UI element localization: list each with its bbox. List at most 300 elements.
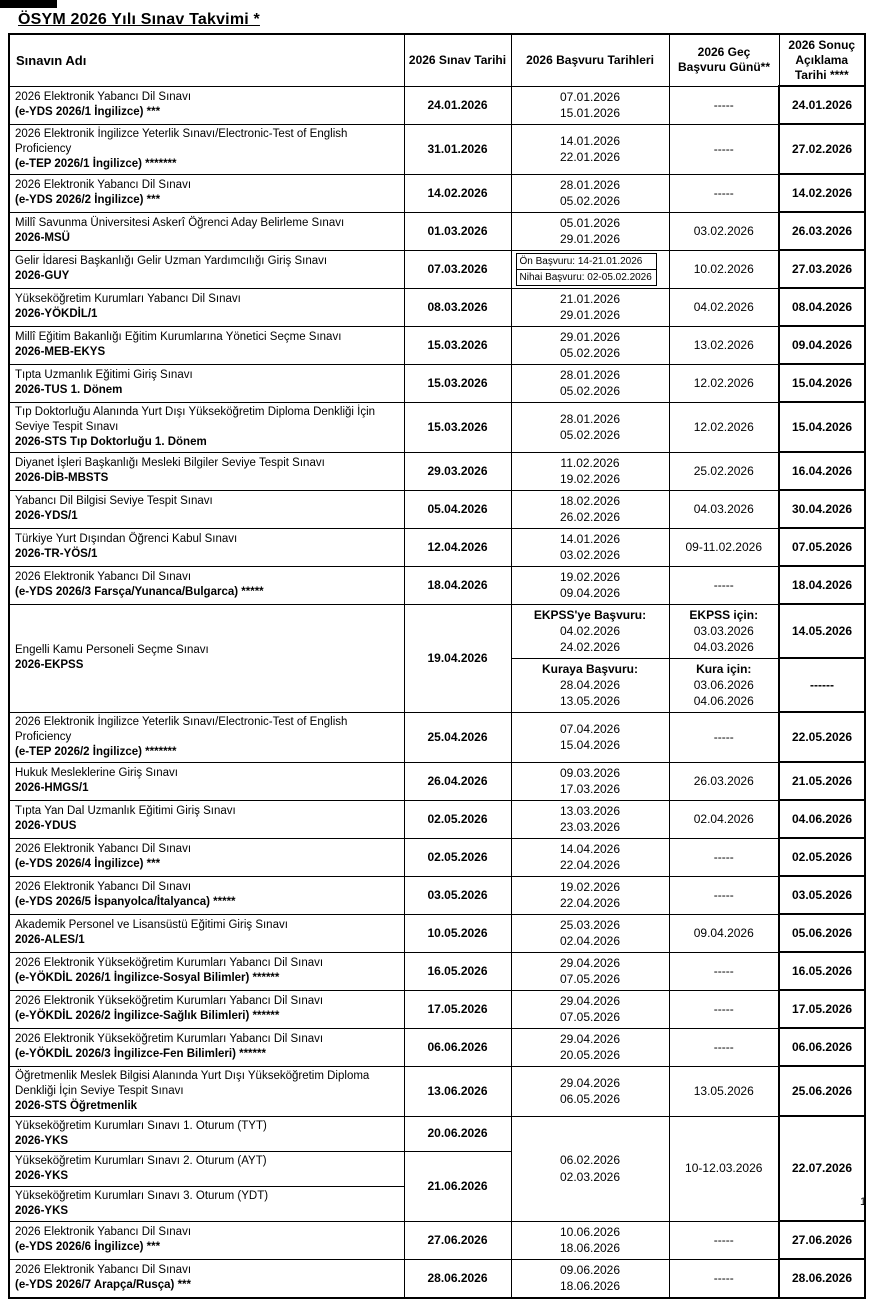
exam-date-cell: 05.04.2026 [404, 490, 511, 528]
date-line: 15.01.2026 [559, 106, 621, 120]
table-row [9, 712, 865, 762]
exam-name-cell [9, 452, 404, 490]
date-line: 06.02.2026 [559, 1153, 621, 1167]
late-application-cell: 03.02.2026 [669, 212, 779, 250]
exam-name-line: 2026-STS Öğretmenlik [15, 1099, 138, 1112]
application-dates-cell [511, 528, 669, 566]
date-line: 29.04.2026 [559, 1031, 621, 1046]
result-date-cell: 21.05.2026 [779, 762, 865, 800]
result-date-cell: 27.02.2026 [779, 124, 865, 174]
date-line: 03.03.2026 [693, 623, 754, 638]
exam-name-cell [9, 1151, 404, 1186]
exam-name-line: (e-TEP 2026/1 İngilizce) ******* [15, 157, 177, 170]
exam-name-line: (e-YDS 2026/3 Farsça/Yunanca/Bulgarca) ***** [15, 586, 264, 598]
result-date-cell: 22.05.2026 [779, 712, 865, 762]
date-line: 18.02.2026 [559, 493, 621, 508]
date-line: 21.01.2026 [559, 291, 621, 306]
late-application-cell: ----- [669, 876, 779, 914]
result-date-cell: 24.01.2026 [779, 86, 865, 124]
date-line: 18.06.2026 [559, 1279, 621, 1293]
exam-name-line: Yükseköğretim Kurumları Sınavı 1. Oturum (TYT) [15, 1119, 267, 1132]
exam-name-cell [9, 800, 404, 838]
late-application-cell: 13.05.2026 [669, 1066, 779, 1116]
exam-name-cell [9, 566, 404, 604]
date-line: 07.04.2026 [559, 721, 621, 736]
exam-name-line: 2026-MEB-EKYS [15, 346, 106, 358]
exam-calendar-table [8, 33, 866, 1299]
exam-name-line: (e-YDS 2026/2 İngilizce) *** [15, 194, 161, 206]
exam-name-cell [9, 174, 404, 212]
section-label: Kura için: [696, 661, 752, 676]
exam-name-cell [9, 212, 404, 250]
late-application-cell: ----- [669, 990, 779, 1028]
result-date-cell: 02.05.2026 [779, 838, 865, 876]
date-line: 17.03.2026 [559, 782, 621, 796]
exam-name-line: Yabancı Dil Bilgisi Seviye Tespit Sınavı [15, 495, 213, 507]
exam-name-line: Diyanet İşleri Başkanlığı Mesleki Bilgiler Seviye Tespit Sınavı [15, 457, 325, 469]
exam-name-line: (e-TEP 2026/2 İngilizce) ******* [15, 745, 177, 758]
exam-date-cell: 16.05.2026 [404, 952, 511, 990]
exam-name-line: Engelli Kamu Personeli Seçme Sınavı [15, 644, 209, 656]
application-dates-cell [511, 452, 669, 490]
date-line: 07.01.2026 [559, 89, 621, 104]
date-line: 29.01.2026 [559, 329, 621, 344]
table-row [9, 1221, 865, 1259]
result-date-cell: 28.06.2026 [779, 1259, 865, 1298]
exam-date-cell: 24.01.2026 [404, 86, 511, 124]
exam-name-cell [9, 838, 404, 876]
result-date-cell: 06.06.2026 [779, 1028, 865, 1066]
exam-name-line: 2026 Elektronik Yabancı Dil Sınavı [15, 179, 192, 191]
exam-date-cell: 29.03.2026 [404, 452, 511, 490]
exam-name-line: 2026 Elektronik Yabancı Dil Sınavı [15, 843, 192, 855]
date-line: 11.02.2026 [560, 455, 620, 470]
date-line: 19.02.2026 [559, 879, 621, 894]
result-date-cell: 07.05.2026 [779, 528, 865, 566]
exam-name-cell [9, 876, 404, 914]
date-line: 23.03.2026 [559, 820, 621, 834]
exam-name-line: 2026-EKPSS [15, 659, 84, 671]
exam-name-line: 2026-YKS [15, 1134, 69, 1147]
exam-name-line: (e-YDS 2026/5 İspanyolca/İtalyanca) ***** [15, 896, 236, 908]
application-dates-cell [511, 712, 669, 762]
date-line: 26.02.2026 [559, 510, 621, 524]
exam-name-line: 2026-MSÜ [15, 232, 70, 244]
exam-date-cell: 15.03.2026 [404, 364, 511, 402]
date-line: 22.04.2026 [559, 896, 621, 910]
exam-name-line: 2026 Elektronik İngilizce Yeterlik Sınavı/Electronic-Test of English Proficiency [15, 715, 348, 743]
table-row [9, 1028, 865, 1066]
table-body [9, 86, 865, 1298]
date-line: 29.04.2026 [559, 955, 621, 970]
date-line: 28.04.2026 [559, 677, 621, 692]
exam-name-line: Yükseköğretim Kurumları Sınavı 2. Oturum (AYT) [15, 1154, 267, 1167]
section-label: EKPSS'ye Başvuru: [533, 607, 647, 622]
late-application-cell: 13.02.2026 [669, 326, 779, 364]
late-application-cell: 26.03.2026 [669, 762, 779, 800]
date-line: 29.04.2026 [559, 1075, 621, 1090]
application-dates-cell [511, 124, 669, 174]
result-date-cell: 26.03.2026 [779, 212, 865, 250]
exam-name-cell [9, 124, 404, 174]
exam-name-cell [9, 1186, 404, 1221]
exam-name-cell [9, 1221, 404, 1259]
exam-date-cell: 19.04.2026 [404, 604, 511, 712]
table-row [9, 490, 865, 528]
exam-name-cell [9, 712, 404, 762]
date-line: 03.06.2026 [693, 677, 754, 692]
exam-date-cell: 10.05.2026 [404, 914, 511, 952]
exam-date-cell: 06.06.2026 [404, 1028, 511, 1066]
late-application-cell [669, 604, 779, 658]
late-application-cell: ----- [669, 124, 779, 174]
header-application-dates: 2026 Başvuru Tarihleri [511, 34, 669, 86]
date-line: 05.02.2026 [559, 428, 621, 442]
result-date-cell: 27.06.2026 [779, 1221, 865, 1259]
exam-name-line: Millî Savunma Üniversitesi Askerî Öğrenci Aday Belirleme Sınavı [15, 217, 345, 229]
exam-name-line: Tıp Doktorluğu Alanında Yurt Dışı Yükseköğretim Diploma Denkliği İçin Seviye Tespit Sınavı [15, 405, 376, 433]
exam-name-line: 2026 Elektronik Yükseköğretim Kurumları Yabancı Dil Sınavı [15, 995, 324, 1007]
exam-name-cell [9, 528, 404, 566]
application-dates-cell [511, 1028, 669, 1066]
application-dates-cell [511, 402, 669, 452]
application-dates-cell [511, 1259, 669, 1298]
table-row [9, 1116, 865, 1151]
date-line: 05.01.2026 [559, 215, 621, 230]
exam-date-cell: 03.05.2026 [404, 876, 511, 914]
exam-name-cell [9, 1028, 404, 1066]
table-header [9, 34, 865, 86]
exam-name-line: 2026 Elektronik Yabancı Dil Sınavı [15, 571, 192, 583]
result-date-cell: 22.07.2026 [779, 1116, 865, 1221]
application-dates-cell [511, 326, 669, 364]
date-line: 14.01.2026 [559, 133, 621, 148]
date-line: 19.02.2026 [559, 569, 621, 584]
date-line: 14.04.2026 [559, 841, 621, 856]
exam-date-cell: 15.03.2026 [404, 326, 511, 364]
date-line: 15.04.2026 [559, 738, 621, 752]
result-date-cell: 27.03.2026 [779, 250, 865, 288]
table-row [9, 1066, 865, 1116]
exam-name-line: 2026 Elektronik Yabancı Dil Sınavı [15, 1226, 192, 1238]
table-row [9, 86, 865, 124]
table-row [9, 838, 865, 876]
exam-name-line: 2026-GUY [15, 270, 70, 282]
date-line: 05.02.2026 [559, 384, 621, 398]
exam-date-cell: 28.06.2026 [404, 1259, 511, 1298]
exam-date-cell: 26.04.2026 [404, 762, 511, 800]
late-application-cell: ----- [669, 1259, 779, 1298]
exam-name-line: 2026-DİB-MBSTS [15, 472, 109, 484]
result-date-cell: ------ [779, 658, 865, 712]
table-row [9, 876, 865, 914]
exam-name-cell [9, 1066, 404, 1116]
exam-name-line: Yükseköğretim Kurumları Sınavı 3. Oturum (YDT) [15, 1189, 269, 1202]
exam-name-line: 2026 Elektronik İngilizce Yeterlik Sınavı/Electronic-Test of English Proficiency [15, 127, 348, 155]
exam-name-line: 2026-ALES/1 [15, 934, 85, 946]
exam-name-line: (e-YÖKDİL 2026/1 İngilizce-Sosyal Bilimler) ****** [15, 972, 280, 984]
date-line: 19.02.2026 [559, 472, 621, 486]
table-row [9, 364, 865, 402]
exam-name-cell [9, 762, 404, 800]
header-result-date: 2026 Sonuç Açıklama Tarihi **** [779, 34, 865, 86]
late-application-cell: 02.04.2026 [669, 800, 779, 838]
date-line: 28.01.2026 [559, 367, 621, 382]
date-line: 28.01.2026 [559, 177, 621, 192]
date-line: 09.03.2026 [559, 765, 621, 780]
result-date-cell: 09.04.2026 [779, 326, 865, 364]
date-line: 29.01.2026 [559, 232, 621, 246]
late-application-cell [669, 658, 779, 712]
exam-date-cell: 17.05.2026 [404, 990, 511, 1028]
exam-name-line: Tıpta Uzmanlık Eğitimi Giriş Sınavı [15, 369, 193, 381]
section-label: EKPSS için: [689, 607, 759, 622]
table-row [9, 762, 865, 800]
header-exam-date: 2026 Sınav Tarihi [404, 34, 511, 86]
exam-name-cell [9, 990, 404, 1028]
result-date-cell: 30.04.2026 [779, 490, 865, 528]
result-date-cell: 25.06.2026 [779, 1066, 865, 1116]
late-application-cell: ----- [669, 838, 779, 876]
date-line: 29.04.2026 [559, 993, 621, 1008]
exam-name-line: 2026-YDUS [15, 820, 77, 832]
application-dates-cell [511, 212, 669, 250]
application-dates-cell [511, 1221, 669, 1259]
exam-name-cell [9, 490, 404, 528]
exam-name-line: Hukuk Mesleklerine Giriş Sınavı [15, 767, 178, 779]
exam-name-cell [9, 914, 404, 952]
exam-name-cell [9, 1116, 404, 1151]
date-line: 04.06.2026 [693, 694, 754, 708]
result-date-cell: 14.02.2026 [779, 174, 865, 212]
exam-date-cell: 02.05.2026 [404, 838, 511, 876]
exam-name-line: 2026-STS Tıp Doktorluğu 1. Dönem [15, 435, 207, 448]
application-dates-cell [511, 288, 669, 326]
application-dates-cell [511, 838, 669, 876]
date-line: 13.05.2026 [559, 694, 621, 708]
exam-date-cell: 27.06.2026 [404, 1221, 511, 1259]
exam-date-cell: 18.04.2026 [404, 566, 511, 604]
exam-name-cell [9, 952, 404, 990]
date-line: 05.02.2026 [559, 346, 621, 360]
date-line: 22.04.2026 [559, 858, 621, 872]
late-application-cell: 09-11.02.2026 [669, 528, 779, 566]
header-late-application: 2026 Geç Başvuru Günü** [669, 34, 779, 86]
exam-name-line: Tıpta Yan Dal Uzmanlık Eğitimi Giriş Sınavı [15, 805, 236, 817]
date-line: 02.04.2026 [559, 934, 621, 948]
exam-date-cell: 13.06.2026 [404, 1066, 511, 1116]
late-application-cell: ----- [669, 86, 779, 124]
document-title: ÖSYM 2026 Yılı Sınav Takvimi * [18, 11, 260, 28]
exam-date-cell: 14.02.2026 [404, 174, 511, 212]
result-date-cell: 03.05.2026 [779, 876, 865, 914]
exam-date-cell: 12.04.2026 [404, 528, 511, 566]
exam-name-line: 2026-YÖKDİL/1 [15, 308, 98, 320]
application-dates-cell [511, 952, 669, 990]
result-date-cell: 15.04.2026 [779, 364, 865, 402]
table-row [9, 288, 865, 326]
result-date-cell: 16.05.2026 [779, 952, 865, 990]
table-row [9, 212, 865, 250]
exam-name-cell [9, 326, 404, 364]
exam-name-cell [9, 402, 404, 452]
table-row [9, 1259, 865, 1298]
date-line: 04.03.2026 [693, 640, 754, 654]
application-dates-cell [511, 1066, 669, 1116]
late-application-cell: ----- [669, 1221, 779, 1259]
exam-name-line: 2026 Elektronik Yükseköğretim Kurumları Yabancı Dil Sınavı [15, 1033, 324, 1045]
exam-name-line: (e-YDS 2026/4 İngilizce) *** [15, 858, 161, 870]
exam-name-cell [9, 604, 404, 712]
exam-date-cell: 07.03.2026 [404, 250, 511, 288]
late-application-cell: ----- [669, 174, 779, 212]
date-line: 13.03.2026 [559, 803, 621, 818]
exam-name-line: 2026-TR-YÖS/1 [15, 548, 98, 560]
exam-name-line: 2026 Elektronik Yabancı Dil Sınavı [15, 1264, 192, 1276]
result-date-cell: 16.04.2026 [779, 452, 865, 490]
exam-name-cell [9, 288, 404, 326]
result-date-cell: 04.06.2026 [779, 800, 865, 838]
table-row [9, 124, 865, 174]
exam-date-cell: 15.03.2026 [404, 402, 511, 452]
date-line: 25.03.2026 [559, 917, 621, 932]
date-line: 02.03.2026 [559, 1169, 621, 1184]
exam-name-line: Gelir İdaresi Başkanlığı Gelir Uzman Yardımcılığı Giriş Sınavı [15, 255, 328, 267]
date-line: 05.02.2026 [559, 194, 621, 208]
scan-artifact [0, 0, 57, 8]
table-row [9, 566, 865, 604]
exam-name-cell [9, 364, 404, 402]
application-dates-cell [511, 1116, 669, 1221]
exam-name-line: (e-YÖKDİL 2026/2 İngilizce-Sağlık Bilimleri) ****** [15, 1010, 280, 1022]
header-row [9, 34, 865, 86]
exam-name-line: 2026-TUS 1. Dönem [15, 384, 123, 396]
exam-date-cell: 02.05.2026 [404, 800, 511, 838]
exam-name-cell [9, 86, 404, 124]
table-row [9, 800, 865, 838]
result-date-cell: 14.05.2026 [779, 604, 865, 658]
application-dates-cell [511, 876, 669, 914]
exam-name-line: 2026-YKS [15, 1204, 69, 1217]
date-line: 10.06.2026 [559, 1224, 621, 1239]
exam-name-cell [9, 250, 404, 288]
exam-name-line: (e-YDS 2026/1 İngilizce) *** [15, 106, 161, 118]
date-line: 24.02.2026 [559, 640, 621, 654]
application-dates-cell [511, 86, 669, 124]
late-application-cell: 09.04.2026 [669, 914, 779, 952]
date-line: 07.05.2026 [559, 972, 621, 986]
date-line: 09.06.2026 [559, 1262, 621, 1277]
result-date-cell: 15.04.2026 [779, 402, 865, 452]
page-number: 1 [860, 1196, 867, 1208]
late-application-cell: ----- [669, 712, 779, 762]
application-dates-cell [511, 174, 669, 212]
exam-name-line: Akademik Personel ve Lisansüstü Eğitimi Giriş Sınavı [15, 919, 288, 931]
date-line: 20.05.2026 [559, 1048, 621, 1062]
exam-name-line: 2026 Elektronik Yükseköğretim Kurumları Yabancı Dil Sınavı [15, 957, 324, 969]
late-application-cell: 10.02.2026 [669, 250, 779, 288]
table-row [9, 952, 865, 990]
table-row [9, 326, 865, 364]
date-line: 28.01.2026 [559, 411, 621, 426]
result-date-cell: 18.04.2026 [779, 566, 865, 604]
exam-name-line: 2026-YDS/1 [15, 510, 78, 522]
exam-name-line: Türkiye Yurt Dışından Öğrenci Kabul Sınavı [15, 533, 238, 545]
date-line: 14.01.2026 [559, 531, 621, 546]
late-application-cell: 10-12.03.2026 [669, 1116, 779, 1221]
header-exam-name: Sınavın Adı [9, 34, 404, 86]
late-application-cell: ----- [669, 952, 779, 990]
result-date-cell: 08.04.2026 [779, 288, 865, 326]
exam-name-line: Millî Eğitim Bakanlığı Eğitim Kurumlarına Yönetici Seçme Sınavı [15, 331, 342, 343]
exam-name-line: Yükseköğretim Kurumları Yabancı Dil Sınavı [15, 293, 241, 305]
exam-name-cell [9, 1259, 404, 1298]
late-application-cell: 25.02.2026 [669, 452, 779, 490]
late-application-cell: 04.02.2026 [669, 288, 779, 326]
exam-date-cell: 01.03.2026 [404, 212, 511, 250]
table-row [9, 914, 865, 952]
application-dates-cell [511, 566, 669, 604]
exam-date-cell: 20.06.2026 [404, 1116, 511, 1151]
date-line: 04.02.2026 [559, 623, 621, 638]
exam-name-line: Öğretmenlik Meslek Bilgisi Alanında Yurt Dışı Yükseköğretim Diploma Denkliği İçin Seviye Tespit Sınavı [15, 1069, 370, 1097]
exam-name-line: (e-YÖKDİL 2026/3 İngilizce-Fen Bilimleri) ****** [15, 1048, 266, 1060]
section-label: Kuraya Başvuru: [541, 661, 639, 676]
table-row [9, 990, 865, 1028]
late-application-cell: ----- [669, 566, 779, 604]
exam-date-cell: 31.01.2026 [404, 124, 511, 174]
application-dates-cell [511, 364, 669, 402]
result-date-cell: 05.06.2026 [779, 914, 865, 952]
application-box: Nihai Başvuru: 02-05.02.2026 [516, 270, 657, 286]
late-application-cell: 12.02.2026 [669, 364, 779, 402]
application-box: Ön Başvuru: 14-21.01.2026 [516, 253, 657, 270]
exam-name-line: (e-YDS 2026/6 İngilizce) *** [15, 1241, 161, 1253]
exam-date-cell: 08.03.2026 [404, 288, 511, 326]
application-dates-cell [511, 490, 669, 528]
table-row [9, 528, 865, 566]
table-row [9, 452, 865, 490]
table-row [9, 604, 865, 658]
table-row [9, 250, 865, 288]
exam-date-cell: 25.04.2026 [404, 712, 511, 762]
late-application-cell: 12.02.2026 [669, 402, 779, 452]
date-line: 07.05.2026 [559, 1010, 621, 1024]
application-dates-cell [511, 914, 669, 952]
application-dates-cell [511, 658, 669, 712]
exam-name-line: (e-YDS 2026/7 Arapça/Rusça) *** [15, 1279, 191, 1291]
exam-name-line: 2026 Elektronik Yabancı Dil Sınavı [15, 91, 192, 103]
exam-name-line: 2026-YKS [15, 1169, 69, 1182]
table-row [9, 174, 865, 212]
application-dates-cell [511, 990, 669, 1028]
late-application-cell: 04.03.2026 [669, 490, 779, 528]
application-dates-cell [511, 250, 669, 288]
exam-name-line: 2026-HMGS/1 [15, 782, 89, 794]
application-dates-cell [511, 800, 669, 838]
date-line: 18.06.2026 [559, 1241, 621, 1255]
table-row [9, 402, 865, 452]
date-line: 29.01.2026 [559, 308, 621, 322]
date-line: 03.02.2026 [559, 548, 621, 562]
application-dates-cell [511, 762, 669, 800]
date-line: 09.04.2026 [559, 586, 621, 600]
date-line: 06.05.2026 [559, 1092, 621, 1106]
late-application-cell: ----- [669, 1028, 779, 1066]
result-date-cell: 17.05.2026 [779, 990, 865, 1028]
exam-name-line: 2026 Elektronik Yabancı Dil Sınavı [15, 881, 192, 893]
exam-date-cell: 21.06.2026 [404, 1151, 511, 1221]
